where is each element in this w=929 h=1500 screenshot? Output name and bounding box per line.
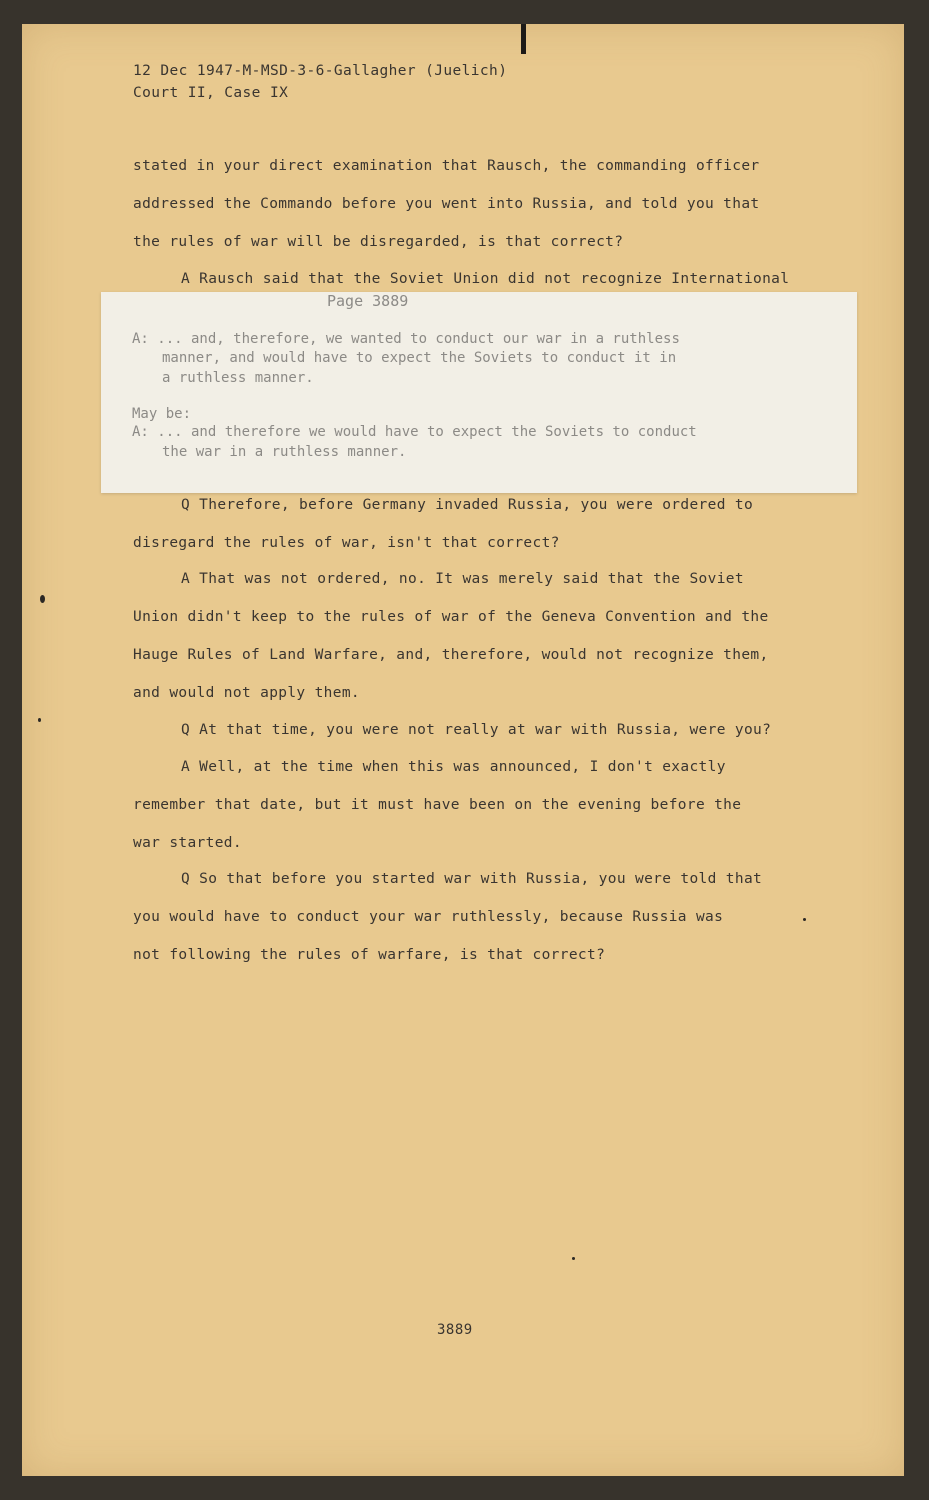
transcript-line: A Well, at the time when this was announced, I don't exactly [181,759,726,775]
margin-speck [38,718,41,722]
transcript-line: remember that date, but it must have been on the evening before the [133,797,742,813]
note-original-line: A: ... and, therefore, we wanted to conduct our war in a ruthless [132,331,680,347]
transcript-line: A That was not ordered, no. It was merely said that the Soviet [181,571,744,587]
transcript-line: Union didn't keep to the rules of war of the Geneva Convention and the [133,609,769,625]
page-number: 3889 [437,1322,473,1338]
transcript-line: stated in your direct examination that Rausch, the commanding officer [133,158,760,174]
transcript-line: Hauge Rules of Land Warfare, and, therefore, would not recognize them, [133,647,769,663]
transcript-line: you would have to conduct your war ruthlessly, because Russia was [133,909,724,925]
note-original-line: a ruthless manner. [162,370,314,386]
transcript-line: the rules of war will be disregarded, is that correct? [133,234,624,250]
transcript-line: Q Therefore, before Germany invaded Russia, you were ordered to [181,497,754,513]
note-page-label: Page 3889 [327,292,409,310]
header-citation: 12 Dec 1947-M-MSD-3-6-Gallagher (Juelich) [133,63,508,79]
scan-mark [521,24,526,54]
note-original-line: manner, and would have to expect the Soviets to conduct it in [162,350,677,366]
margin-speck [572,1257,575,1260]
margin-speck [803,918,806,921]
transcript-line: disregard the rules of war, isn't that correct? [133,535,560,551]
correction-note [101,292,857,493]
transcript-line: A Rausch said that the Soviet Union did not recognize International [181,271,790,287]
note-may-be-label: May be: [132,406,192,422]
note-revised-line: A: ... and therefore we would have to expect the Soviets to conduct [132,424,697,440]
transcript-line: not following the rules of warfare, is that correct? [133,947,606,963]
margin-speck [40,595,45,603]
transcript-line: Q So that before you started war with Russia, you were told that [181,871,763,887]
note-revised-line: the war in a ruthless manner. [162,444,407,460]
transcript-line: war started. [133,835,242,851]
transcript-line: Q At that time, you were not really at war with Russia, were you? [181,722,772,738]
transcript-line: addressed the Commando before you went into Russia, and told you that [133,196,760,212]
transcript-line: and would not apply them. [133,685,360,701]
header-court: Court II, Case IX [133,85,289,101]
